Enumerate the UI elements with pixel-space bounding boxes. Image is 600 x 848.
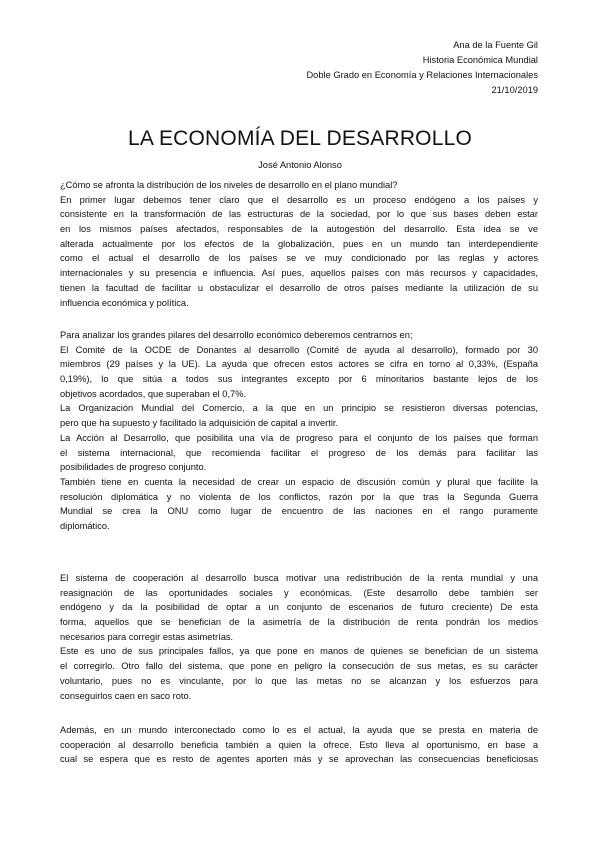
text-line: Mundial se crea la ONU como lugar de encuentro de las naciones en el rango puramente — [60, 506, 538, 517]
text-line: consistente en la transformación de las estructuras de la sociedad, por lo que sus bases deben estar — [60, 209, 538, 220]
text-line: tienen la facultad de facilitar u obstaculizar el desarrollo de otros países mediante la utilización de su — [60, 282, 538, 293]
header-date: 21/10/2019 — [491, 85, 538, 95]
text-line: resolución diplomática y no violenta de los conflictos, razón por la que tras la Segunda Guerra — [60, 491, 538, 502]
text-line: cual se espera que es resto de agentes aporten más y se aprovechan las consecuencias beneficiosas — [60, 754, 538, 765]
text-line: La Acción al Desarrollo, que posibilita una vía de progreso para el conjunto de los países que forman — [60, 432, 538, 443]
paragraph-4 — [60, 723, 538, 767]
text-line: Para analizar los grandes pilares del desarrollo económico deberemos centrarnos en; — [60, 330, 413, 340]
text-line: La Organización Mundial del Comercio, a la que en un principio se resistieron diversas potencias, — [60, 403, 538, 414]
document-title: LA ECONOMÍA DEL DESARROLLO — [127, 127, 473, 150]
text-line: el sistema internacional, que recomienda facilitar el progreso de los demás para facilitar las — [60, 447, 538, 458]
text-line: cooperación al desarrollo beneficia también a quien la ofrece. Esto lleva al oportunismo, en base a — [60, 739, 538, 750]
text-line: El Comité de la OCDE de Donantes al desarrollo (Comité de ayuda al desarrollo), formado por 30 — [60, 344, 538, 355]
document-header — [306, 38, 538, 98]
text-line: forma, aquellos que se benefician de la asimetría de la distribución de renta pondrán los medios — [60, 617, 538, 628]
text-line: objetivos acordados, que superaban el 0,7%. — [60, 388, 247, 399]
text-line: como el actual el desarrollo de los países se ve muy condicionado por las reglas y actores — [60, 253, 538, 264]
text-line: diplomático. — [60, 520, 110, 531]
text-line: posibilidades de progreso conjunto. — [60, 462, 207, 473]
header-degree: Doble Grado en Economía y Relaciones Internacionales — [306, 70, 538, 80]
text-line: el corregirlo. Otro fallo del sistema, que pone en peligro la consecución de sus metas, es su carácter — [60, 661, 538, 672]
text-line: ¿Cómo se afronta la distribución de los niveles de desarrollo en el plano mundial? — [60, 180, 398, 190]
text-line: Además, en un mundo interconectado como lo es el actual, la ayuda que se presta en materia de — [60, 725, 538, 735]
text-line: endógeno y da la posibilidad de optar a un conjunto de escenarios de futuro creciente) De esta — [60, 602, 538, 613]
text-line: pero que ha supuesto y facilitado la adquisición de capital a invertir. — [60, 418, 339, 429]
header-course: Historia Económica Mundial — [422, 55, 538, 65]
text-line: En primer lugar debemos tener claro que el desarrollo es un proceso endógeno a los países y — [60, 194, 538, 205]
text-line: El sistema de cooperación al desarrollo busca motivar una redistribución de la renta mundial y una — [60, 573, 538, 583]
header-author: Ana de la Fuente Gil — [453, 40, 538, 50]
text-line: influencia económica y política. — [60, 297, 189, 308]
text-line: alterada actualmente por los efectos de la globalización, pues en un mundo tan interdependiente — [60, 238, 538, 249]
paragraph-3 — [60, 571, 538, 703]
text-line: conseguirlos caen en saco roto. — [60, 690, 192, 701]
subtitle-author: José Antonio Alonso — [258, 160, 342, 170]
paragraph-2 — [60, 328, 538, 534]
text-line: Este es uno de sus principales fallos, ya que pone en manos de quienes se benefician de un sistema — [60, 646, 538, 657]
text-line: También tiene en cuenta la necesidad de crear un espacio de discusión común y plural que facilite la — [60, 476, 538, 487]
text-line: voluntario, pues no es vinculante, por lo que las metas no se alcanzan y los esfuerzos para — [60, 675, 538, 686]
text-line: en los mismos países afectados, responsables de la autogestión del desarrollo. Esta idea se ve — [60, 224, 538, 235]
text-line: internacionales y su presencia e influencia. Así pues, aquellos países con más recursos y capacidades, — [60, 268, 538, 279]
paragraph-1 — [60, 178, 538, 310]
text-line: miembros (29 países y la UE). La ayuda que ofrecen estos actores se cifra en torno al 0,33%, (España — [60, 359, 538, 370]
text-line: necesarios para corregir estas asimetrías. — [60, 631, 234, 642]
text-line: reasignación de las oportunidades sociales y económicas. (Este desarrollo debe también ser — [60, 587, 538, 598]
text-line: 0,19%), lo que sitúa a todos sus integrantes excepto por 6 minoritarios bastante lejos de los — [60, 374, 538, 385]
